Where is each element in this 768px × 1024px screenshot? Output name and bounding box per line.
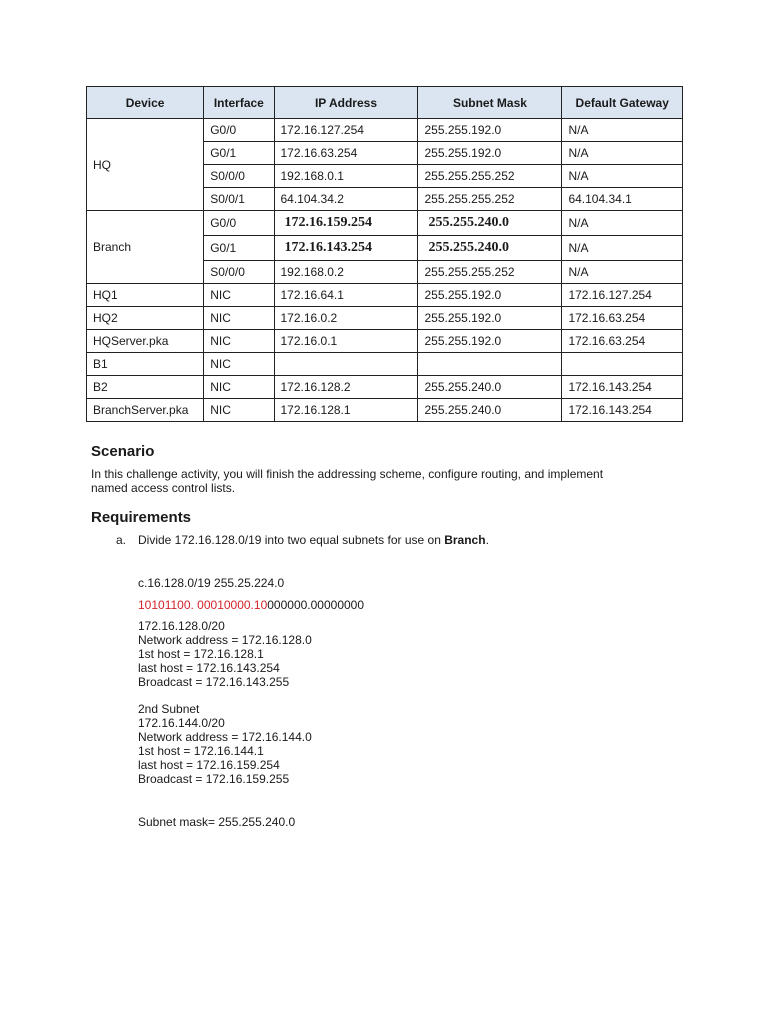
interface-cell: NIC <box>204 376 274 399</box>
requirement-bold: Branch <box>444 533 486 547</box>
header-subnet-mask: Subnet Mask <box>418 87 562 119</box>
mask-cell: 255.255.240.0 <box>418 211 562 236</box>
gateway-cell: N/A <box>562 211 683 236</box>
table-row <box>87 307 683 330</box>
list-marker: a. <box>116 533 127 547</box>
interface-cell: G0/1 <box>204 236 274 261</box>
table-row <box>87 119 683 142</box>
subnet-1-first-host: 1st host = 172.16.128.1 <box>138 647 264 661</box>
ip-cell: 172.16.0.1 <box>274 330 418 353</box>
subnet-2-prefix: 172.16.144.0/20 <box>138 716 225 730</box>
interface-cell: NIC <box>204 307 274 330</box>
gateway-cell: 172.16.143.254 <box>562 399 683 422</box>
requirement-end: . <box>485 533 489 547</box>
ip-cell: 192.168.0.2 <box>274 261 418 284</box>
device-cell: HQServer.pka <box>87 330 204 353</box>
gateway-cell: 172.16.143.254 <box>562 376 683 399</box>
table-row <box>87 284 683 307</box>
requirement-text: Divide 172.16.128.0/19 into two equal subnets for use on <box>138 533 445 547</box>
scenario-heading: Scenario <box>91 443 155 460</box>
mask-cell: 255.255.240.0 <box>418 236 562 261</box>
mask-cell <box>418 353 562 376</box>
interface-cell: S0/0/0 <box>204 165 274 188</box>
mask-cell: 255.255.240.0 <box>418 376 562 399</box>
table-row <box>87 330 683 353</box>
subnet-1-block <box>138 619 312 689</box>
device-cell: B1 <box>87 353 204 376</box>
ip-cell: 172.16.128.1 <box>274 399 418 422</box>
gateway-cell: N/A <box>562 236 683 261</box>
mask-cell: 255.255.192.0 <box>418 142 562 165</box>
interface-cell: G0/1 <box>204 142 274 165</box>
interface-cell: NIC <box>204 330 274 353</box>
subnet-2-block <box>138 702 312 786</box>
header-default-gateway: Default Gateway <box>562 87 683 119</box>
scenario-text <box>91 467 671 495</box>
subnet-2-network: Network address = 172.16.144.0 <box>138 730 312 744</box>
ip-cell: 172.16.63.254 <box>274 142 418 165</box>
subnet-2-last-host: last host = 172.16.159.254 <box>138 758 280 772</box>
mask-cell: 255.255.192.0 <box>418 307 562 330</box>
device-cell: HQ1 <box>87 284 204 307</box>
binary-line <box>138 598 364 612</box>
mask-line: c.16.128.0/19 255.25.224.0 <box>138 576 285 590</box>
ip-cell: 172.16.0.2 <box>274 307 418 330</box>
interface-cell: G0/0 <box>204 119 274 142</box>
header-ip-address: IP Address <box>274 87 418 119</box>
mask-cell: 255.255.192.0 <box>418 119 562 142</box>
binary-black-part: 000000.00000000 <box>267 598 365 612</box>
binary-red-part: 10101100. 00010000.10 <box>138 598 268 612</box>
device-cell: B2 <box>87 376 204 399</box>
ip-cell: 64.104.34.2 <box>274 188 418 211</box>
mask-cell: 255.255.255.252 <box>418 261 562 284</box>
device-cell: BranchServer.pka <box>87 399 204 422</box>
subnet-1-broadcast: Broadcast = 172.16.143.255 <box>138 675 290 689</box>
device-cell: HQ <box>87 119 204 211</box>
interface-cell: NIC <box>204 399 274 422</box>
subnet-1-last-host: last host = 172.16.143.254 <box>138 661 280 675</box>
table-row <box>87 376 683 399</box>
subnet-2-label: 2nd Subnet <box>138 702 200 716</box>
subnet-2-broadcast: Broadcast = 172.16.159.255 <box>138 772 290 786</box>
table-row <box>87 211 683 236</box>
gateway-cell: N/A <box>562 119 683 142</box>
ip-cell: 172.16.143.254 <box>274 236 418 261</box>
requirements-heading: Requirements <box>91 509 192 526</box>
gateway-cell: N/A <box>562 165 683 188</box>
subnet-2-first-host: 1st host = 172.16.144.1 <box>138 744 264 758</box>
ip-cell <box>274 353 418 376</box>
gateway-cell: 172.16.63.254 <box>562 307 683 330</box>
table-row <box>87 353 683 376</box>
interface-cell: S0/0/0 <box>204 261 274 284</box>
gateway-cell: 172.16.127.254 <box>562 284 683 307</box>
scenario-line-1: In this challenge activity, you will finish the addressing scheme, configure routing, and implement <box>91 467 604 481</box>
scenario-line-2: named access control lists. <box>91 481 236 495</box>
ip-cell: 192.168.0.1 <box>274 165 418 188</box>
addressing-table <box>86 86 683 422</box>
gateway-cell <box>562 353 683 376</box>
subnet-1-prefix: 172.16.128.0/20 <box>138 619 225 633</box>
mask-cell: 255.255.240.0 <box>418 399 562 422</box>
table-row <box>87 399 683 422</box>
ip-cell: 172.16.127.254 <box>274 119 418 142</box>
device-cell: HQ2 <box>87 307 204 330</box>
interface-cell: S0/0/1 <box>204 188 274 211</box>
ip-cell: 172.16.128.2 <box>274 376 418 399</box>
gateway-cell: N/A <box>562 261 683 284</box>
gateway-cell: N/A <box>562 142 683 165</box>
requirement-a <box>116 533 489 547</box>
interface-cell: NIC <box>204 284 274 307</box>
gateway-cell: 64.104.34.1 <box>562 188 683 211</box>
ip-cell: 172.16.159.254 <box>274 211 418 236</box>
mask-cell: 255.255.255.252 <box>418 188 562 211</box>
ip-cell: 172.16.64.1 <box>274 284 418 307</box>
interface-cell: NIC <box>204 353 274 376</box>
interface-cell: G0/0 <box>204 211 274 236</box>
header-interface: Interface <box>204 87 274 119</box>
table-header-row <box>87 87 683 119</box>
subnet-1-network: Network address = 172.16.128.0 <box>138 633 312 647</box>
mask-cell: 255.255.255.252 <box>418 165 562 188</box>
subnet-mask-line: Subnet mask= 255.255.240.0 <box>138 815 296 829</box>
header-device: Device <box>87 87 204 119</box>
mask-cell: 255.255.192.0 <box>418 330 562 353</box>
mask-cell: 255.255.192.0 <box>418 284 562 307</box>
gateway-cell: 172.16.63.254 <box>562 330 683 353</box>
device-cell: Branch <box>87 211 204 284</box>
